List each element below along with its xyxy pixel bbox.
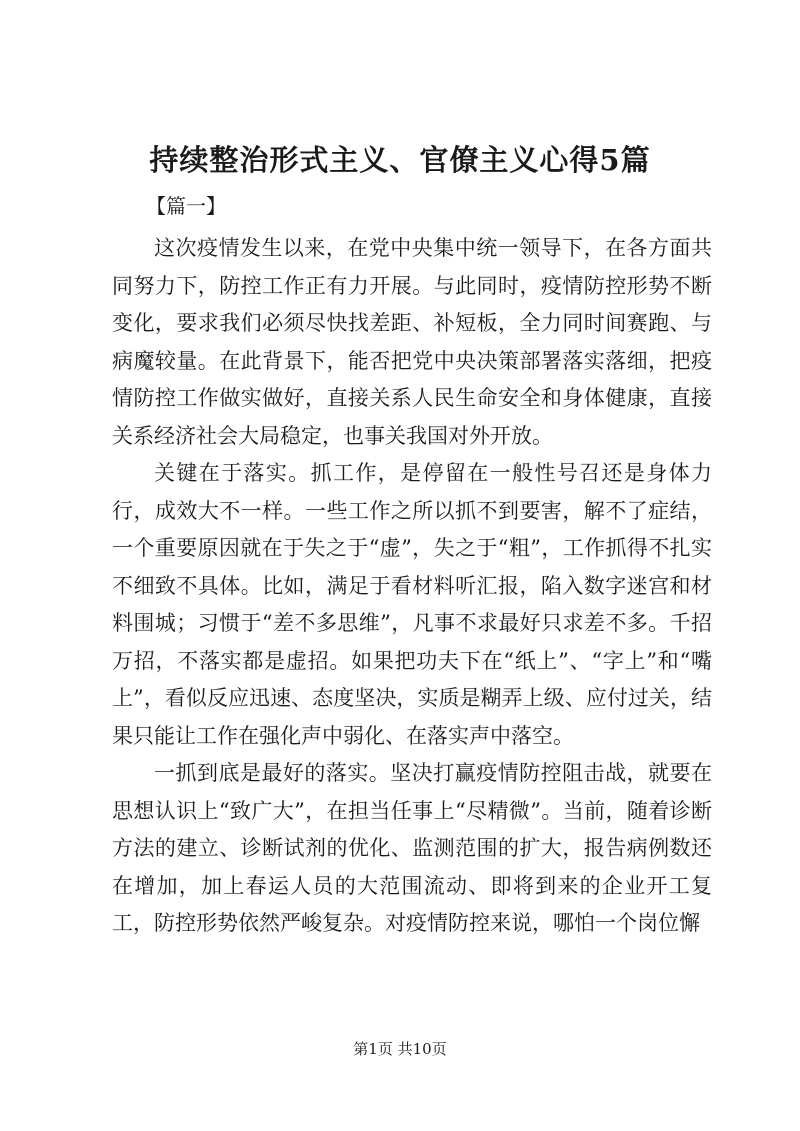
document-body: [112, 230, 712, 943]
section-label: 【篇一】: [146, 194, 226, 218]
paragraph-3: 一抓到底是最好的落实。坚决打赢疫情防控阻击战，就要在思想认识上“致广大”，在担当任事上“尽精微”。当前，随着诊断方法的建立、诊断试剂的优化、监测范围的扩大，报告病例数还在增加，加上春运人员的大范围流动、即将到来的企业开工复工，防控形势依然严峻复杂。对疫情防控来说，哪怕一个岗位懈: [112, 761, 712, 935]
paragraph-1: 这次疫情发生以来，在党中央集中统一领导下，在各方面共同努力下，防控工作正有力开展。与此同时，疫情防控形势不断变化，要求我们必须尽快找差距、补短板，全力同时间赛跑、与病魔较量。在此背景下，能否把党中央决策部署落实落细，把疫情防控工作做实做好，直接关系人民生命安全和身体健康，直接关系经济社会大局稳定，也事关我国对外开放。: [112, 236, 712, 448]
document-title: 持续整治形式主义、官僚主义心得5篇: [149, 143, 651, 177]
paragraph-2: 关键在于落实。抓工作，是停留在一般性号召还是身体力行，成效大不一样。一些工作之所以抓不到要害，解不了症结，一个重要原因就在于失之于“虚”，失之于“粗”，工作抓得不扎实不细致不具体。比如，满足于看材料听汇报，陷入数字迷宫和材料围城；习惯于“差不多思维”，凡事不求最好只求差不多。千招万招，不落实都是虚招。如果把功夫下在“纸上”、“字上”和“嘴上”，看似反应迅速、态度坚决，实质是糊弄上级、应付过关，结果只能让工作在强化声中弱化、在落实声中落空。: [112, 461, 712, 748]
page-footer: 第1页 共10页: [353, 1040, 447, 1058]
